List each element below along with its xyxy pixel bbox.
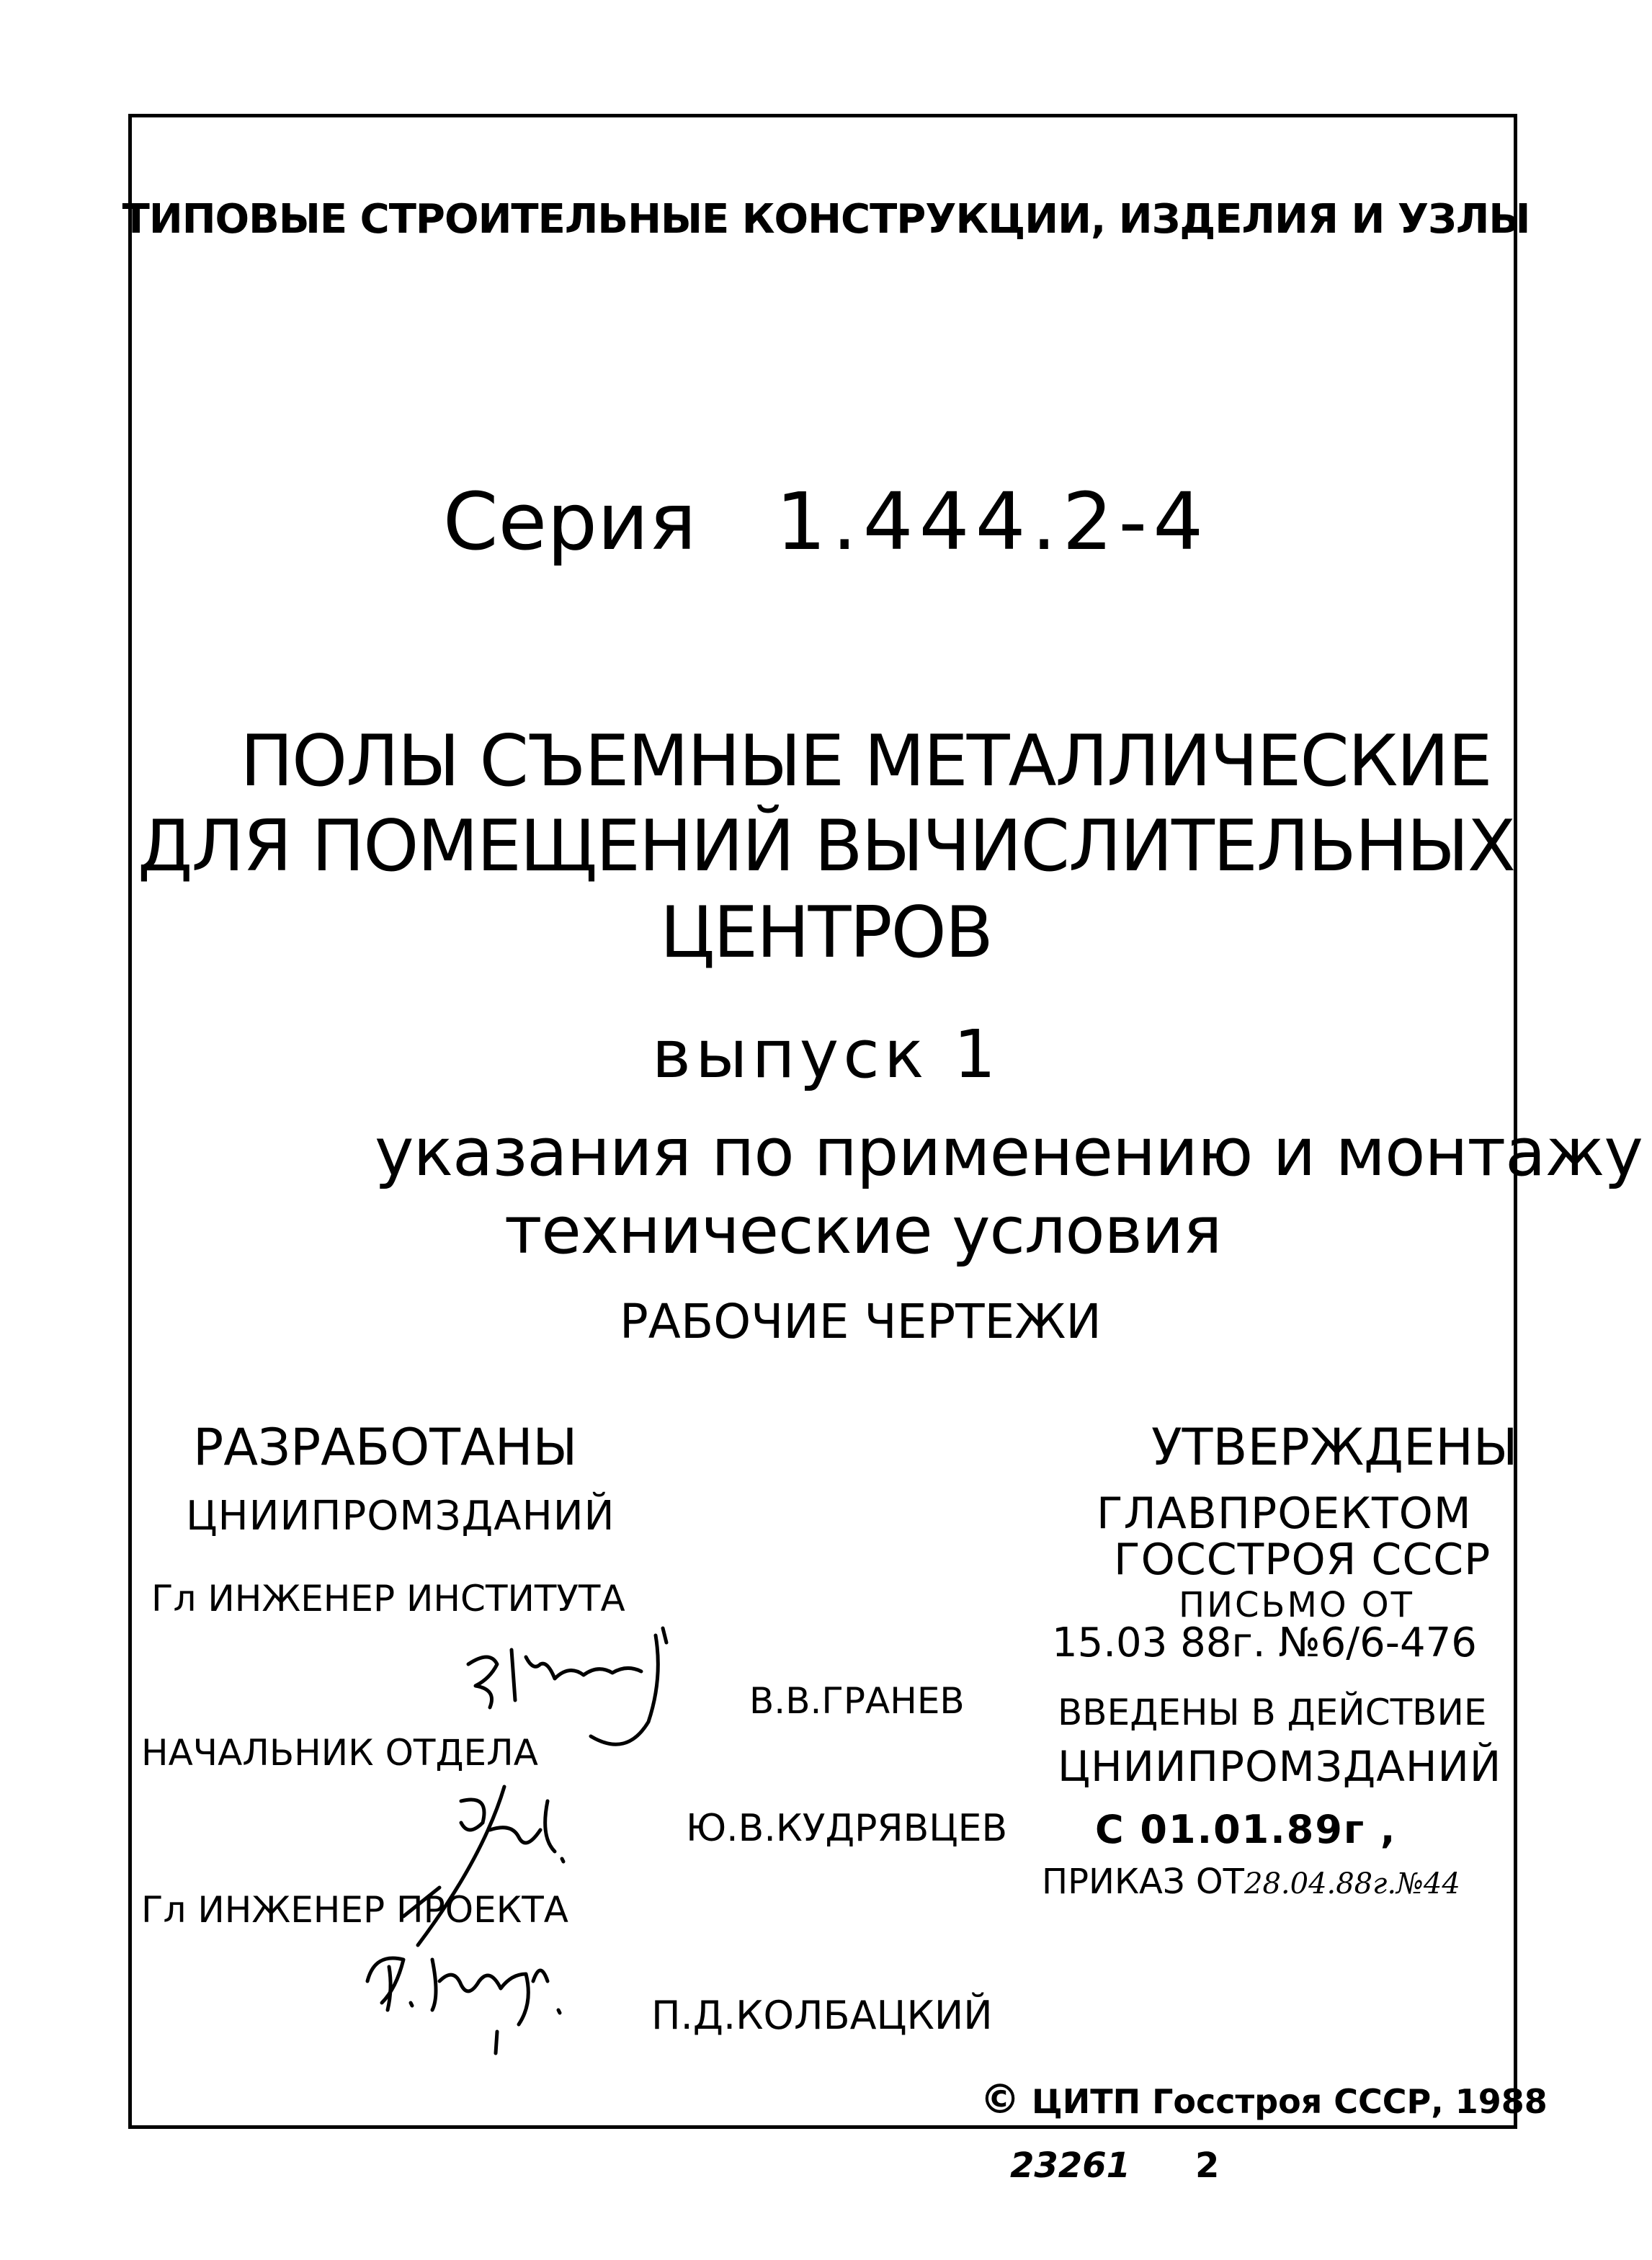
issue-label: выпуск 1 (651, 1016, 1001, 1093)
name-chief-engineer-institute: В.В.ГРАНЕВ (749, 1680, 965, 1722)
order-line (1042, 1862, 1460, 1902)
page-number: 2 (1195, 2145, 1220, 2186)
developed-heading: РАЗРАБОТАНЫ (193, 1418, 578, 1477)
title-line-3: ЦЕНТРОВ (659, 892, 993, 974)
introduced-date: С 01.01.89г , (1095, 1807, 1397, 1852)
order-label: ПРИКАЗ ОТ (1042, 1862, 1244, 1902)
introduced-organization: ЦНИИПРОМЗДАНИЙ (1058, 1742, 1502, 1791)
footer-numbers (1010, 2145, 1219, 2186)
role-chief-engineer-institute: Гл ИНЖЕНЕР ИНСТИТУТА (151, 1578, 625, 1620)
order-value: 28.04.88г.№44 (1244, 1867, 1460, 1901)
signature-granev (447, 1621, 720, 1772)
approved-heading: УТВЕРЖДЕНЫ (1151, 1418, 1518, 1477)
developed-organization: ЦНИИПРОМЗДАНИЙ (186, 1493, 615, 1540)
approved-by-line-1: ГЛАВПРОЕКТОМ (1097, 1488, 1472, 1539)
issue-subtitle-1: указания по применению и монтажу (375, 1114, 1643, 1191)
name-department-head: Ю.В.КУДРЯВЦЕВ (686, 1807, 1008, 1850)
working-drawings-label: РАБОЧИЕ ЧЕРТЕЖИ (620, 1294, 1102, 1349)
signature-kolbatsky (353, 1931, 598, 2060)
approved-letter-number: 15.03 88г. №6/6-476 (1052, 1620, 1477, 1666)
approved-letter-label: ПИСЬМО ОТ (1179, 1585, 1414, 1625)
series-number: 1.444.2-4 (775, 475, 1210, 568)
title-line-1: ПОЛЫ СЪЕМНЫЕ МЕТАЛЛИЧЕСКИЕ (240, 720, 1491, 803)
introduced-label: ВВЕДЕНЫ В ДЕЙСТВИЕ (1058, 1692, 1487, 1733)
document-code: 23261 (1010, 2145, 1130, 2186)
collection-heading: ТИПОВЫЕ СТРОИТЕЛЬНЫЕ КОНСТРУКЦИИ, ИЗДЕЛИЯ И УЗЛЫ (122, 196, 1530, 243)
copyright-text: ЦИТП Госстроя СССР, 1988 (1032, 2082, 1548, 2121)
copyright-icon: © (980, 2076, 1020, 2123)
copyright-line (980, 2076, 1548, 2123)
role-chief-project-engineer: Гл ИНЖЕНЕР ПРОЕКТА (141, 1889, 568, 1931)
series-label: Серия (442, 475, 697, 568)
approved-by-line-2: ГОССТРОЯ СССР (1114, 1535, 1491, 1585)
name-chief-project-engineer: П.Д.КОЛБАЦКИЙ (651, 1993, 993, 2038)
role-department-head: НАЧАЛЬНИК ОТДЕЛА (141, 1732, 538, 1774)
series-line (0, 475, 1652, 568)
issue-subtitle-2: технические условия (504, 1193, 1222, 1269)
title-line-2: ДЛЯ ПОМЕЩЕНИЙ ВЫЧИСЛИТЕЛЬНЫХ (138, 805, 1514, 888)
